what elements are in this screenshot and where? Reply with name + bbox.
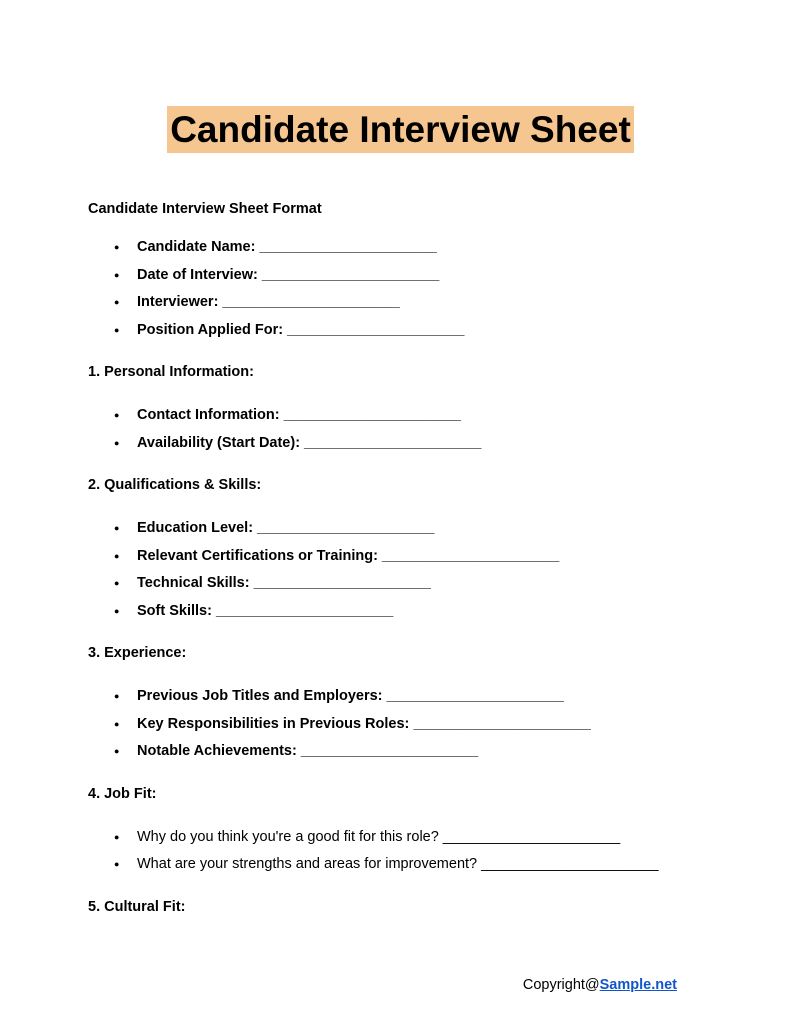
blank-line: ______________________ <box>259 239 437 255</box>
copyright-text: Copyright@ <box>522 977 600 993</box>
section-list-qualifications-skills <box>88 515 713 625</box>
field-label: Position Applied For: <box>137 321 284 338</box>
sample-net-link[interactable]: Sample.net <box>599 977 677 993</box>
blank-line: ______________________ <box>215 602 394 619</box>
document-body <box>0 201 801 915</box>
list-item <box>88 824 713 852</box>
blank-line: ______________________ <box>386 688 564 704</box>
field-label: Technical Skills: <box>137 575 250 591</box>
intro-list <box>88 234 713 344</box>
blank-line: ______________________ <box>222 294 400 310</box>
section-heading-experience: 3. Experience: <box>88 645 187 661</box>
field-label: Key Responsibilities in Previous Roles: <box>137 715 410 732</box>
list-item <box>88 262 713 290</box>
list-item <box>88 711 713 739</box>
blank-line: ______________________ <box>481 856 659 872</box>
list-item <box>88 289 713 317</box>
footer <box>523 977 677 994</box>
section-list-experience <box>88 683 713 766</box>
field-label: Soft Skills: <box>137 602 212 619</box>
list-item <box>88 234 713 262</box>
list-item <box>88 515 713 543</box>
blank-line: ______________________ <box>253 575 431 591</box>
blank-line: ______________________ <box>381 547 560 564</box>
field-label: Contact Information: <box>137 407 280 423</box>
field-label: Availability (Start Date): <box>137 434 301 451</box>
blank-line: ______________________ <box>261 266 440 283</box>
section-list-personal-information <box>88 402 713 457</box>
list-item <box>88 430 713 458</box>
list-item <box>88 683 713 711</box>
list-item <box>88 598 713 626</box>
question-text: Why do you think you're a good fit for this role? <box>137 828 439 845</box>
blank-line: ______________________ <box>283 407 461 423</box>
list-item <box>88 738 713 766</box>
field-label: Candidate Name: <box>137 239 256 255</box>
section-heading-cultural-fit: 5. Cultural Fit: <box>88 898 186 915</box>
blank-line: ______________________ <box>300 743 479 759</box>
intro-heading: Candidate Interview Sheet Format <box>88 201 322 217</box>
section-heading-qualifications-skills: 2. Qualifications & Skills: <box>88 477 262 493</box>
list-item <box>88 851 713 879</box>
title-row <box>0 0 801 153</box>
list-item <box>88 543 713 571</box>
field-label: Date of Interview: <box>137 266 258 283</box>
section-list-job-fit <box>88 824 713 879</box>
list-item <box>88 402 713 430</box>
blank-line: ______________________ <box>257 520 435 536</box>
question-text: What are your strengths and areas for improvement? <box>137 856 478 872</box>
list-item <box>88 570 713 598</box>
field-label: Interviewer: <box>137 294 219 310</box>
blank-line: ______________________ <box>304 434 482 451</box>
section-heading-job-fit: 4. Job Fit: <box>88 785 157 802</box>
page-title: Candidate Interview Sheet <box>167 106 634 153</box>
section-heading-personal-information: 1. Personal Information: <box>88 364 254 380</box>
field-label: Relevant Certifications or Training: <box>137 547 378 564</box>
list-item <box>88 317 713 345</box>
blank-line: ______________________ <box>287 321 465 338</box>
blank-line: ______________________ <box>413 715 591 732</box>
field-label: Notable Achievements: <box>137 743 297 759</box>
blank-line: ______________________ <box>442 828 621 845</box>
field-label: Previous Job Titles and Employers: <box>137 688 383 704</box>
field-label: Education Level: <box>137 520 254 536</box>
